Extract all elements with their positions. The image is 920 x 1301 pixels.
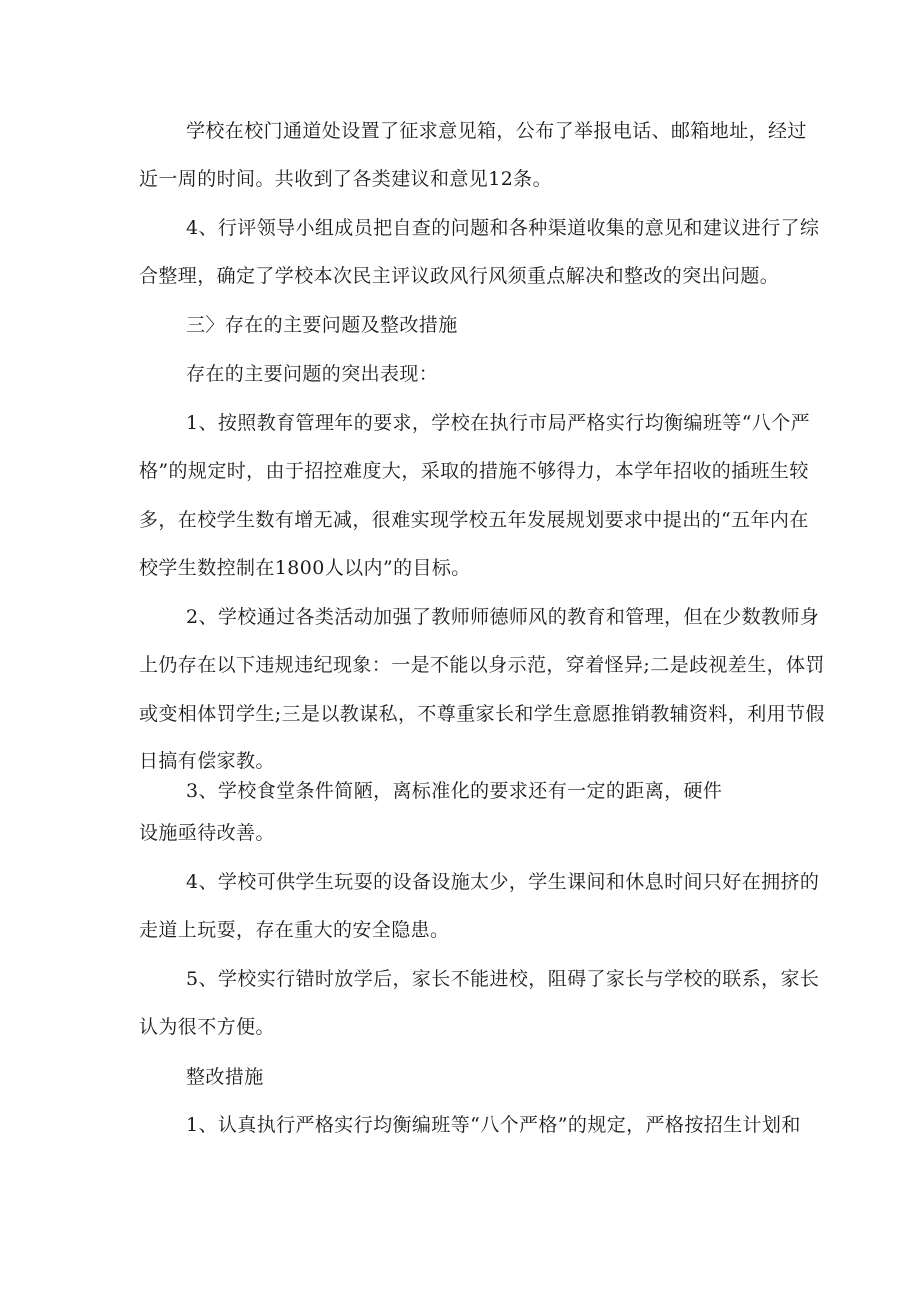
paragraph-line: 日搞有偿家教。: [139, 750, 275, 772]
paragraph-line: 多，在校学生数有增无减，很难实现学校五年发展规划要求中提出的“五年内在: [139, 509, 809, 531]
paragraph-line: 认为很不方便。: [139, 1016, 275, 1038]
subheading: 整改措施: [186, 1066, 264, 1088]
paragraph-line: 2、学校通过各类活动加强了教师师德师风的教育和管理，但在少数教师身: [186, 606, 820, 628]
paragraph-line: 4、行评领导小组成员把自查的问题和各种渠道收集的意见和建议进行了综: [186, 217, 820, 239]
paragraph-line: 或变相体罚学生;三是以教谋私，不尊重家长和学生意愿推销教辅资料，利用节假: [139, 703, 825, 725]
paragraph-line: 1、按照教育管理年的要求，学校在执行市局严格实行均衡编班等“八个严: [186, 412, 811, 434]
paragraph-line: 校学生数控制在1800人以内”的目标。: [139, 557, 471, 579]
paragraph-line: 上仍存在以下违规违纪现象：一是不能以身示范，穿着怪异;二是歧视差生，体罚: [139, 654, 825, 676]
paragraph-line: 1、认真执行严格实行均衡编班等“八个严格”的规定，严格按招生计划和: [186, 1114, 801, 1136]
paragraph-line: 5、学校实行错时放学后，家长不能进校，阻碍了家长与学校的联系，家长: [186, 968, 820, 990]
paragraph-line: 合整理，确定了学校本次民主评议政风行风须重点解决和整改的突出问题。: [139, 265, 780, 287]
paragraph-line: 走道上玩耍，存在重大的安全隐患。: [139, 919, 450, 941]
subheading: 存在的主要问题的突出表现：: [186, 363, 439, 385]
paragraph-line: 3、学校食堂条件简陋，离标准化的要求还有一定的距离，硬件: [186, 780, 723, 802]
paragraph-line: 设施亟待改善。: [139, 822, 275, 844]
paragraph-line: 学校在校门通道处设置了征求意见箱，公布了举报电话、邮箱地址，经过: [186, 120, 807, 142]
paragraph-line: 近一周的时间。共收到了各类建议和意见12条。: [139, 168, 552, 190]
paragraph-line: 4、学校可供学生玩耍的设备设施太少，学生课间和休息时间只好在拥挤的: [186, 871, 820, 893]
section-heading: 三〉存在的主要问题及整改措施: [186, 314, 458, 336]
paragraph-line: 格”的规定时，由于招控难度大，采取的措施不够得力，本学年招收的插班生较: [139, 460, 809, 482]
